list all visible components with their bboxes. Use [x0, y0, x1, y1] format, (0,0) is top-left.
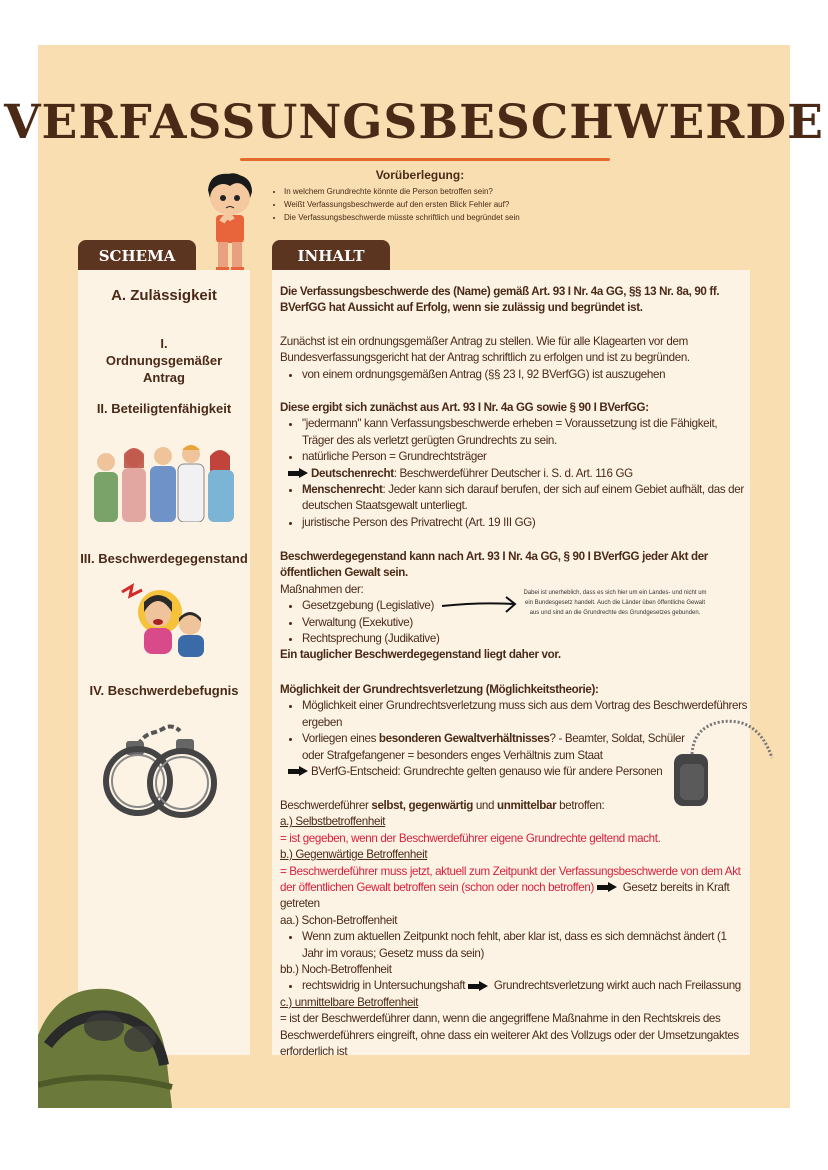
befugnis-bullet-text: ? - Beamter, Soldat, Schüler oder Strafgefangener = besonders enges Verhältnis zum Staat [302, 732, 685, 762]
antrag-bullet: • von einem ordnungsgemäßen Antrag (§§ 23 I, 92 BVerfGG) ist auszugehen [302, 367, 748, 383]
schema-i-antrag: I. Ordnungsgemäßer Antrag [105, 336, 223, 385]
beteiligt-bullet: • juristische Person des Privatrecht (Art. 19 III GG) [302, 515, 748, 531]
befugnis-bullet: • Möglichkeit einer Grundrechtsverletzung muss sich aus dem Vortrag des Beschwerdeführers ergeben [302, 698, 748, 731]
gegenstand-item: • Gesetzgebung (Legislative) [302, 598, 748, 614]
gegenstand-sub: Maßnahmen der: [280, 582, 364, 596]
gegenstand-item: • Rechtsprechung (Judikative) [302, 631, 748, 647]
preliminary-item: • In welchem Grundrechte könnte die Person betroffen sein? [284, 185, 570, 198]
gegenstand-conclusion: Ein tauglicher Beschwerdegegenstand liegt daher vor. [280, 648, 561, 662]
beteiligtenfaehigkeit-section [280, 400, 748, 531]
befugnis-heading: Möglichkeit der Grundrechtsverletzung (Möglichkeitstheorie): [280, 683, 599, 696]
arrow-right-icon [288, 469, 308, 478]
arrow-right-icon [597, 883, 617, 892]
gegenwaertige-betroffenheit-text: = Beschwerdeführer muss jetzt, aktuell zum Zeitpunkt der Verfassungsbeschwerde von dem Akt der öffentlichen Gewalt betroffen sein (schon oder noch betroffen) [280, 864, 741, 895]
schema-a-zulaessigkeit: A. Zulässigkeit [111, 287, 217, 304]
bverfg-decision: BVerfG-Entscheid: Grundrechte gelten genauso wie für andere Personen [311, 765, 663, 779]
group-of-people-illustration [88, 440, 243, 522]
unmittelbare-betroffenheit-text: = ist der Beschwerdeführer dann, wenn die angegriffene Maßnahme in den Rechtskreis des Beschwerdeführers eingreift, ohne dass ein weiterer Akt des Vollzugs oder der Umsetzungaktes erforderlich ist [280, 1012, 739, 1059]
preliminary-heading: Vorüberlegung: [375, 168, 465, 182]
betroffen-text: Beschwerdeführer [280, 799, 372, 812]
arrow-right-icon [288, 767, 308, 776]
beteiligt-heading: Diese ergibt sich zunächst aus Art. 93 I Nr. 4a GG sowie § 90 I BVerfGG: [280, 401, 649, 414]
handcuffs-illustration [98, 715, 223, 825]
befugnis-bullet-text: Vorliegen eines [302, 732, 379, 746]
betroffen-text: betroffen: [556, 799, 605, 812]
gegenstand-heading: Beschwerdegegenstand kann nach Art. 93 I Nr. 4a GG, § 90 I BVerfGG jeder Akt der öffentlichen Gewalt sein. [280, 550, 708, 580]
noch-betroffenheit-result: Grundrechtsverletzung wirkt auch nach Freilassung [493, 979, 741, 993]
title-underline [240, 158, 610, 161]
selbstbetroffenheit-text: = ist gegeben, wenn der Beschwerdeführer eigene Grundrechte geltend macht. [280, 831, 661, 845]
thinking-boy-illustration [200, 170, 260, 275]
unmittelbare-betroffenheit-label: c.) unmittelbare Betroffenheit [280, 995, 419, 1009]
betroffenheit-section [280, 798, 748, 1061]
beschwerdebefugnis-section [280, 682, 748, 780]
preliminary-item: • Weißt Verfassungsbeschwerde auf den ersten Blick Fehler auf? [284, 198, 570, 211]
antrag-section [280, 334, 748, 383]
deutschenrecht-text: : Beschwerdeführer Deutscher i. S. d. Art. 116 GG [393, 466, 633, 480]
schema-iii-beschwerdegegenstand: III. Beschwerdegegenstand [80, 551, 248, 566]
military-helmet-illustration [38, 975, 178, 1108]
schon-betroffenheit-text: • Wenn zum aktuellen Zeitpunkt noch fehlt, aber klar ist, dass es sich demnächst ändert (1 Jahr im voraus; Gesetz muss da sein) [302, 929, 748, 962]
selbstbetroffenheit-label: a.) Selbstbetroffenheit [280, 815, 386, 829]
antrag-text: Zunächst ist ein ordnungsgemäßer Antrag zu stellen. Wie für alle Klagearten vor dem Bundesverfassungsgericht hat der Antrag schriftlich zu erfolgen und ist zu begründen. [280, 335, 690, 365]
beteiligt-bullet: • "jedermann" kann Verfassungsbeschwerde erheben = Voraussetzung ist die Fähigkeit, Träger des als verletzt gerügten Grundrechts zu sein. [302, 416, 748, 449]
gegenstand-item: • Verwaltung (Exekutive) [302, 615, 748, 631]
menschenrecht-label: Menschenrecht [302, 483, 383, 497]
schema-column [78, 270, 250, 1055]
page-title: VERFASSUNGSBESCHWERDE [4, 95, 824, 150]
tab-inhalt: INHALT [272, 240, 390, 270]
schema-iv-beschwerdebefugnis: IV. Beschwerdebefugnis [89, 683, 239, 698]
beteiligt-bullet: • natürliche Person = Grundrechtsträger [302, 449, 748, 465]
preliminary-item: • Die Verfassungsbeschwerde müsste schriftlich und begründet sein [284, 211, 570, 224]
long-arrow-icon [440, 596, 520, 614]
gegenwaertige-betroffenheit-label: b.) Gegenwärtige Betroffenheit [280, 848, 428, 862]
tab-schema: SCHEMA [78, 240, 196, 270]
arguing-people-illustration [118, 582, 213, 657]
menschenrecht-text: : Jeder kann sich darauf berufen, der sich auf einem Gebiet aufhält, das der deutschen Staatsgewalt unterliegt. [302, 483, 744, 513]
betroffen-bold: selbst, gegenwärtig [371, 799, 473, 812]
gegenstand-note: Dabei ist unerheblich, dass es sich hier um ein Landes- und nicht um ein Bundesgesetz handelt. Auch die Länder üben öffentliche Gewalt aus und sind an die Grundrechte des Grundgesetzes gebunden. [523, 590, 707, 616]
preliminary-considerations [270, 168, 570, 224]
schon-betroffenheit-label: aa.) Schon-Betroffenheit [280, 913, 398, 927]
arrow-right-icon [468, 982, 488, 991]
deutschenrecht-label: Deutschenrecht [311, 466, 394, 480]
intro-text: Die Verfassungsbeschwerde des (Name) gemäß Art. 93 I Nr. 4a GG, §§ 13 Nr. 8a, 90 ff. BVerfGG hat Aussicht auf Erfolg, wenn sie zulässig und begründet ist. [280, 285, 720, 315]
betroffen-text: und [472, 799, 497, 812]
betroffen-bold: unmittelbar [497, 799, 557, 812]
gewaltverhaeltnis-label: besonderen Gewaltverhältnisses [378, 732, 550, 746]
noch-betroffenheit-label: bb.) Noch-Betroffenheit [280, 963, 392, 977]
noch-betroffenheit-text: rechtswidrig in Untersuchungshaft [302, 979, 466, 993]
gegenwaertige-result: Gesetz bereits in Kraft getreten [280, 881, 730, 911]
schema-ii-beteiligtenfaehigkeit: II. Beteiligtenfähigkeit [96, 401, 232, 416]
